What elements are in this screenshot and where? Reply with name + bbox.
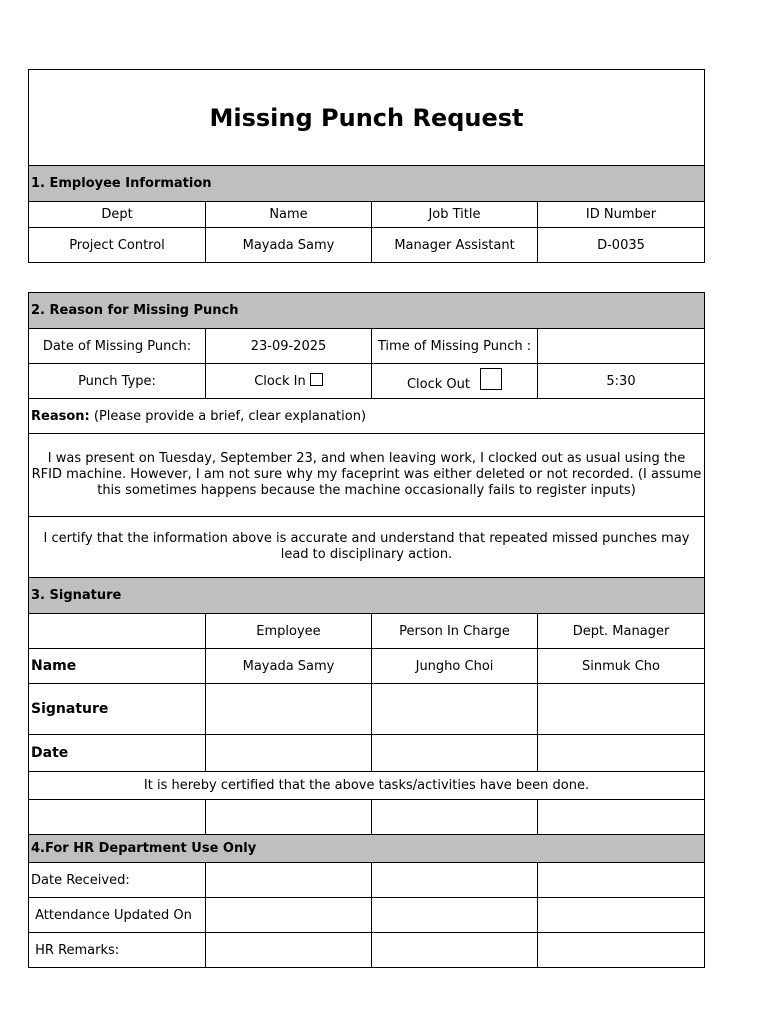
certified-blank-4[interactable] [538,800,705,835]
hr-remarks-value-2[interactable] [372,933,538,968]
attendance-updated-value-1[interactable] [206,898,372,933]
attendance-updated-label: Attendance Updated On [29,898,206,933]
clock-time-value[interactable]: 5:30 [538,364,705,399]
date-received-label: Date Received: [29,863,206,898]
time-missing-punch-label: Time of Missing Punch : [372,329,538,364]
section-reason: 2. Reason for Missing Punch [29,293,705,329]
section-signature: 3. Signature [29,578,705,614]
page-title: Missing Punch Request [29,70,705,166]
reason-label: Reason: [31,408,90,424]
header-name: Name [206,202,372,228]
certified-blank-2[interactable] [206,800,372,835]
title-table [28,69,705,263]
header-person-in-charge: Person In Charge [372,614,538,649]
hr-remarks-value-1[interactable] [206,933,372,968]
certified-blank-1[interactable] [29,800,206,835]
clock-in-checkbox[interactable] [310,373,323,386]
punch-type-label: Punch Type: [29,364,206,399]
employee-name[interactable]: Mayada Samy [206,649,372,684]
clock-in-option[interactable] [206,364,372,399]
clock-out-option[interactable] [372,364,538,399]
reason-text[interactable]: I was present on Tuesday, September 23, and when leaving work, I clocked out as usual using the RFID machine. However, I am not sure why my faceprint was either deleted or not recorded. (I assume this sometimes happens because the machine occasionally fails to register inputs) [29,434,705,517]
date-row-label: Date [29,735,206,772]
date-missing-punch-value[interactable]: 23-09-2025 [206,329,372,364]
person-in-charge-date[interactable] [372,735,538,772]
value-id-number[interactable]: D-0035 [538,228,705,263]
date-received-value-2[interactable] [372,863,538,898]
section-employee-info: 1. Employee Information [29,166,705,202]
date-received-value-1[interactable] [206,863,372,898]
person-in-charge-name[interactable]: Jungho Choi [372,649,538,684]
dept-manager-signature[interactable] [538,684,705,735]
section-hr: 4.For HR Department Use Only [29,835,705,863]
reason-hint: (Please provide a brief, clear explanation) [89,408,367,424]
employee-signature[interactable] [206,684,372,735]
main-form-table [28,292,705,968]
attendance-updated-value-2[interactable] [372,898,538,933]
date-missing-punch-label: Date of Missing Punch: [29,329,206,364]
certified-statement: It is hereby certified that the above tasks/activities have been done. [29,772,705,800]
certification-text: I certify that the information above is accurate and understand that repeated missed punches may lead to disciplinary action. [29,517,705,578]
dept-manager-name[interactable]: Sinmuk Cho [538,649,705,684]
dept-manager-date[interactable] [538,735,705,772]
name-row-label: Name [29,649,206,684]
signature-header-blank [29,614,206,649]
person-in-charge-signature[interactable] [372,684,538,735]
employee-date[interactable] [206,735,372,772]
value-dept[interactable]: Project Control [29,228,206,263]
certified-blank-3[interactable] [372,800,538,835]
date-received-value-3[interactable] [538,863,705,898]
header-dept-manager: Dept. Manager [538,614,705,649]
header-job-title: Job Title [372,202,538,228]
reason-header [29,399,705,434]
header-dept: Dept [29,202,206,228]
clock-out-label: Clock Out [406,376,471,392]
attendance-updated-value-3[interactable] [538,898,705,933]
hr-remarks-label: HR Remarks: [29,933,206,968]
header-id-number: ID Number [538,202,705,228]
value-job-title[interactable]: Manager Assistant [372,228,538,263]
header-employee: Employee [206,614,372,649]
value-name[interactable]: Mayada Samy [206,228,372,263]
hr-remarks-value-3[interactable] [538,933,705,968]
clock-out-checkbox[interactable] [480,368,502,390]
clock-in-label: Clock In [254,373,306,389]
time-missing-punch-value[interactable] [538,329,705,364]
signature-row-label: Signature [29,684,206,735]
